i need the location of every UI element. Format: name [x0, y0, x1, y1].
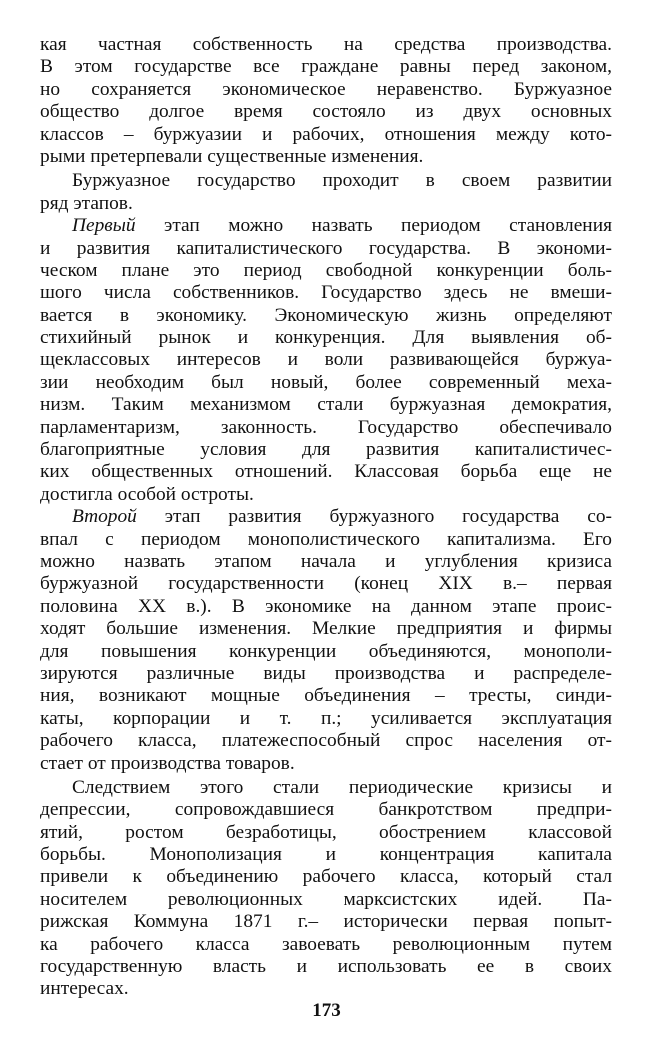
text-line: но сохраняется экономическое неравенство. Буржуазное	[40, 78, 612, 100]
text-line: ходят большие изменения. Мелкие предприятия и фирмы	[40, 618, 612, 640]
text-line	[40, 506, 612, 528]
text-line: депрессии, сопровождавшиеся банкротством предпри-	[40, 799, 612, 821]
text-line: стает от производства товаров.	[40, 752, 295, 774]
paragraph-second-stage	[40, 506, 612, 775]
text-line: рижская Коммуна 1871 г.– исторически первая попыт-	[40, 911, 612, 933]
text-line: щеклассовых интересов и воли развивающейся буржуа-	[40, 349, 612, 371]
text-fragment: этап развития буржуазного государства со-	[136, 506, 612, 528]
text-line: благоприятные условия для развития капиталистичес-	[40, 439, 612, 461]
paragraph-stages-intro	[40, 170, 612, 215]
paragraph-continuation	[40, 34, 612, 168]
text-line: вается в экономику. Экономическую жизнь определяют	[40, 304, 612, 326]
text-line: можно назвать этапом начала и углубления кризиса	[40, 550, 612, 572]
paragraph-consequences	[40, 777, 612, 1001]
text-line: борьбы. Монополизация и концентрация капитала	[40, 844, 612, 866]
text-line: низм. Таким механизмом стали буржуазная демократия,	[40, 394, 612, 416]
text-line: для повышения конкуренции объединяются, монополи-	[40, 640, 612, 662]
text-line: ческом плане это период свободной конкуренции боль-	[40, 259, 612, 281]
text-line: зии необходим был новый, более современный меха-	[40, 371, 612, 393]
text-line: носителем революционных марксистских идей. Па-	[40, 888, 612, 910]
italic-lead-word: Второй	[72, 506, 137, 528]
italic-lead-word: Первый	[72, 215, 136, 237]
text-line: впал с периодом монополистического капитализма. Его	[40, 528, 612, 550]
text-line: и развития капиталистического государства. В экономи-	[40, 237, 612, 259]
text-line: Буржуазное государство проходит в своем развитии	[72, 170, 612, 192]
text-line: рыми претерпевали существенные изменения.	[40, 145, 424, 167]
text-line: классов – буржуазии и рабочих, отношения между кото-	[40, 123, 612, 145]
text-line: половина XX в.). В экономике на данном этапе проис-	[40, 595, 612, 617]
text-line: каты, корпорации и т. п.; усиливается эксплуатация	[40, 707, 612, 729]
text-line: кая частная собственность на средства производства.	[40, 34, 612, 55]
text-line: государственную власть и использовать ее в своих	[40, 956, 612, 978]
text-line: В этом государстве все граждане равны перед законом,	[40, 56, 612, 78]
text-line: ка рабочего класса завоевать революционным путем	[40, 933, 612, 955]
text-fragment: этап можно назвать периодом становления	[135, 215, 612, 237]
page-number: 173	[312, 1000, 341, 1021]
text-line: буржуазной государственности (конец XIX в.– первая	[40, 573, 612, 595]
text-line: зируются различные виды производства и распределе-	[40, 662, 612, 684]
text-line: парламентаризм, законность. Государство обеспечивало	[40, 416, 612, 438]
text-line: ких общественных отношений. Классовая борьба еще не	[40, 461, 612, 483]
text-line: привели к объединению рабочего класса, который стал	[40, 866, 612, 888]
text-line: стихийный рынок и конкуренция. Для выявления об-	[40, 327, 612, 349]
text-line: интересах.	[40, 978, 129, 1000]
text-line: достигла особой остроты.	[40, 483, 254, 505]
text-line: рабочего класса, платежеспособный спрос населения от-	[40, 730, 612, 752]
paragraph-first-stage	[40, 215, 612, 506]
text-line: ятий, ростом безработицы, обострением классовой	[40, 821, 612, 843]
text-line: ния, возникают мощные объединения – тресты, синди-	[40, 685, 612, 707]
text-line: общество долгое время состояло из двух основных	[40, 101, 612, 123]
text-line	[40, 215, 612, 237]
text-line: ряд этапов.	[40, 192, 133, 214]
text-line: Следствием этого стали периодические кризисы и	[72, 776, 612, 798]
text-line: шого числа собственников. Государство здесь не вмеши-	[40, 282, 612, 304]
page-body	[40, 34, 612, 1001]
